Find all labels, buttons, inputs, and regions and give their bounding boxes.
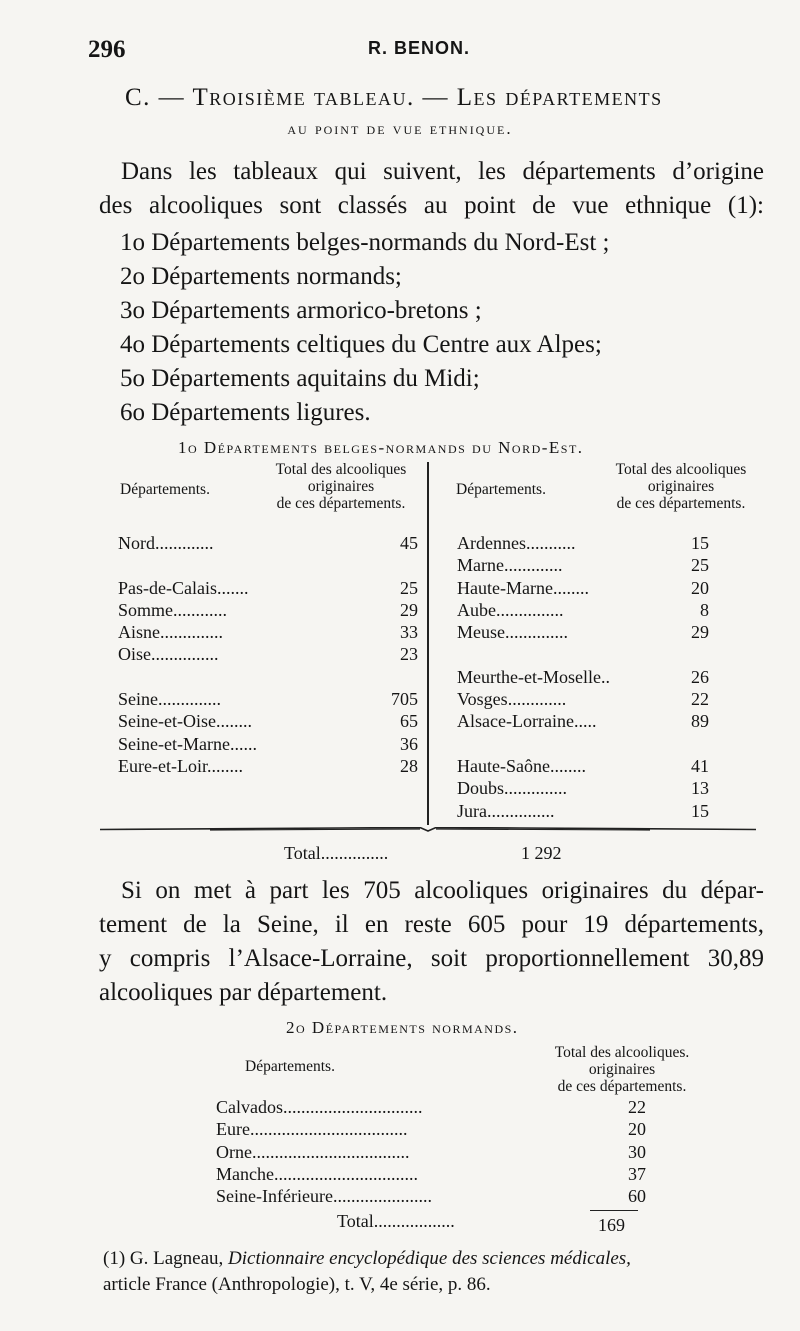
leader-dots: .............. xyxy=(504,778,568,799)
list-item: 3o Départements armorico-bretons ; xyxy=(120,297,482,324)
table-row xyxy=(457,554,709,576)
running-title: R. BENON. xyxy=(368,38,471,58)
section-subtitle: au point de vue ethnique. xyxy=(287,119,513,138)
leader-dots: ............ xyxy=(173,599,228,620)
table-row xyxy=(216,1141,646,1163)
department-total: 37 xyxy=(628,1163,646,1184)
table2-total-label: Total xyxy=(337,1211,374,1231)
department-name: Seine xyxy=(118,689,158,710)
department-name: Ardennes xyxy=(457,533,526,553)
department-name: Somme xyxy=(118,599,174,620)
department-name: Vosges xyxy=(457,689,508,710)
department-total: 22 xyxy=(628,1097,646,1117)
leader-dots: ............... xyxy=(151,644,219,665)
table1-total-label: Total xyxy=(284,843,321,863)
leader-dots: ............... xyxy=(496,599,564,620)
department-total xyxy=(370,666,418,688)
department-name: Haute-Saône xyxy=(457,755,550,776)
table-row xyxy=(457,755,709,777)
department-total xyxy=(661,643,709,665)
department-name: Manche xyxy=(216,1163,274,1184)
table2-total-dots: .................. xyxy=(373,1211,455,1231)
list-item: 5o Départements aquitains du Midi; xyxy=(120,365,480,392)
department-total: 33 xyxy=(400,622,418,643)
department-total: 30 xyxy=(628,1141,646,1162)
list-item: 2o Départements normands; xyxy=(120,263,402,290)
leader-dots: ...... xyxy=(229,733,257,754)
department-total: 22 xyxy=(691,689,709,710)
footnote xyxy=(103,1246,631,1298)
page-number: 296 xyxy=(88,36,126,63)
table1-total-rule xyxy=(100,827,756,832)
table-row xyxy=(216,1163,646,1185)
table1-total xyxy=(284,842,388,864)
leader-dots: ............... xyxy=(487,800,555,821)
department-total: 20 xyxy=(691,577,709,598)
leader-dots: ............. xyxy=(155,533,214,553)
table-row xyxy=(118,688,418,710)
section-title: C. — Troisième tableau. — Les départements xyxy=(125,84,663,111)
department-name: Seine-et-Oise xyxy=(118,711,216,732)
department-name: Meuse xyxy=(457,622,505,643)
table-row xyxy=(457,710,709,732)
table-row xyxy=(457,666,709,688)
department-total xyxy=(370,554,418,576)
table1-left-total-label: Total des alcooliques originaires de ces départements. xyxy=(275,461,407,512)
intro-line: des alcooliques sont classés au point de vue ethnique (1): xyxy=(99,192,764,219)
intro-line: Dans les tableaux qui suivent, les départements d’origine xyxy=(121,158,764,185)
summary-line: Si on met à part les 705 alcooliques originaires du dépar- xyxy=(121,877,764,904)
department-name: Seine-et-Marne xyxy=(118,733,230,754)
department-name: Pas-de-Calais xyxy=(118,577,217,598)
leader-dots: ..... xyxy=(573,711,597,732)
table-row xyxy=(118,710,418,732)
department-name: Aisne xyxy=(118,622,160,643)
department-total: 29 xyxy=(691,622,709,643)
table-row xyxy=(457,577,709,599)
department-total: 25 xyxy=(400,577,418,598)
table-row xyxy=(457,688,709,710)
department-name: Calvados xyxy=(216,1097,283,1117)
department-total: 89 xyxy=(691,711,709,732)
table-row xyxy=(118,577,418,599)
department-total: 45 xyxy=(400,533,418,553)
department-name: Seine-Inférieure xyxy=(216,1186,333,1207)
table-row xyxy=(457,800,709,822)
table-row xyxy=(118,532,418,554)
department-total: 26 xyxy=(691,666,709,687)
leader-dots: ...................... xyxy=(332,1186,432,1207)
department-total: 8 xyxy=(700,599,709,620)
table-row xyxy=(118,666,418,688)
department-group-list xyxy=(120,226,609,430)
leader-dots: .. xyxy=(600,666,610,687)
department-total: 29 xyxy=(400,599,418,620)
footnote-title: Dictionnaire encyclopédique des sciences médicales, xyxy=(228,1248,631,1269)
leader-dots: ................................ xyxy=(273,1163,418,1184)
department-name: Nord xyxy=(118,533,155,553)
table-row xyxy=(118,643,418,665)
department-name: Jura xyxy=(457,800,487,821)
table-row xyxy=(457,532,709,554)
list-item: 4o Départements celtiques du Centre aux Alpes; xyxy=(120,331,602,358)
department-total: 15 xyxy=(691,800,709,821)
table-row xyxy=(457,643,709,665)
table-row xyxy=(118,621,418,643)
summary-line: tement de la Seine, il en reste 605 pour 19 départements, xyxy=(99,911,764,938)
department-total xyxy=(661,733,709,755)
department-total: 23 xyxy=(400,644,418,665)
table1-right-rows xyxy=(457,532,709,822)
leader-dots: ............................... xyxy=(283,1097,423,1117)
intro-paragraph xyxy=(99,155,764,223)
department-name: Orne xyxy=(216,1141,252,1162)
table-row xyxy=(457,599,709,621)
department-total: 20 xyxy=(628,1119,646,1140)
table1-left-dep-label: Départements. xyxy=(120,481,210,498)
department-total: 15 xyxy=(691,533,709,553)
table-row xyxy=(216,1118,646,1140)
summary-line: y compris l’Alsace-Lorraine, soit proportionnellement 30,89 xyxy=(99,945,764,972)
department-name: Marne xyxy=(457,555,504,576)
leader-dots: ....... xyxy=(216,577,249,598)
table-row xyxy=(457,621,709,643)
table1-column-divider xyxy=(427,462,429,825)
table1-right-total-label: Total des alcooliques originaires de ces départements. xyxy=(615,461,747,512)
table-row xyxy=(457,777,709,799)
table1-right-dep-label: Départements. xyxy=(456,481,546,498)
table-row xyxy=(118,554,418,576)
table2-total-label: Total des alcooliques. originaires de ces départements. xyxy=(554,1044,690,1095)
list-item: 1o Départements belges-normands du Nord-Est ; xyxy=(120,229,610,256)
leader-dots: .............. xyxy=(505,622,568,643)
leader-dots: ........ xyxy=(552,577,589,598)
leader-dots: ................................... xyxy=(251,1141,410,1162)
table2-total xyxy=(337,1210,455,1232)
department-total: 36 xyxy=(400,733,418,754)
department-name: Meurthe-et-Moselle xyxy=(457,666,601,687)
department-total: 41 xyxy=(691,755,709,776)
footnote-line2: article France (Anthropologie), t. V, 4e série, p. 86. xyxy=(103,1274,491,1295)
table2-heading: 2o Départements normands. xyxy=(286,1018,519,1037)
department-name: Eure-et-Loir xyxy=(118,755,207,776)
department-total: 25 xyxy=(691,555,709,576)
department-total: 13 xyxy=(691,778,709,799)
department-total: 65 xyxy=(400,711,418,732)
table-row xyxy=(118,755,418,777)
table1-total-value: 1 292 xyxy=(521,843,562,863)
table2-total-value: 169 xyxy=(598,1215,625,1235)
department-total: 28 xyxy=(400,755,418,776)
table2-sum-rule xyxy=(590,1210,638,1211)
department-total: 705 xyxy=(391,689,418,710)
leader-dots: .............. xyxy=(158,689,221,710)
table-row xyxy=(216,1096,646,1118)
leader-dots: ............. xyxy=(507,689,567,710)
department-name: Eure xyxy=(216,1119,250,1140)
table1-heading: 1o Départements belges-normands du Nord-Est. xyxy=(178,438,584,457)
leader-dots: .............. xyxy=(160,622,223,643)
department-name: Haute-Marne xyxy=(457,577,553,598)
table-row xyxy=(457,733,709,755)
leader-dots: ........... xyxy=(525,533,576,553)
table2-dep-label: Départements. xyxy=(245,1058,335,1075)
department-name: Aube xyxy=(457,599,496,620)
table-row xyxy=(216,1185,646,1207)
leader-dots: ............. xyxy=(503,555,563,576)
leader-dots: ........ xyxy=(549,755,586,776)
summary-line: alcooliques par département. xyxy=(99,979,388,1006)
table1-left-rows xyxy=(118,532,418,777)
table-row xyxy=(118,599,418,621)
table1-total-dots: ............... xyxy=(320,843,389,863)
table2-rows xyxy=(216,1096,646,1207)
summary-paragraph xyxy=(99,874,764,1010)
leader-dots: ........ xyxy=(206,755,243,776)
department-name: Alsace-Lorraine xyxy=(457,711,574,732)
footnote-marker: (1) G. Lagneau, xyxy=(103,1248,224,1269)
list-item: 6o Départements ligures. xyxy=(120,399,371,426)
department-name: Doubs xyxy=(457,778,505,799)
leader-dots: ................................... xyxy=(249,1119,408,1140)
department-total: 60 xyxy=(628,1186,646,1207)
table-row xyxy=(118,733,418,755)
department-name: Oise xyxy=(118,644,151,665)
leader-dots: ........ xyxy=(215,711,252,732)
